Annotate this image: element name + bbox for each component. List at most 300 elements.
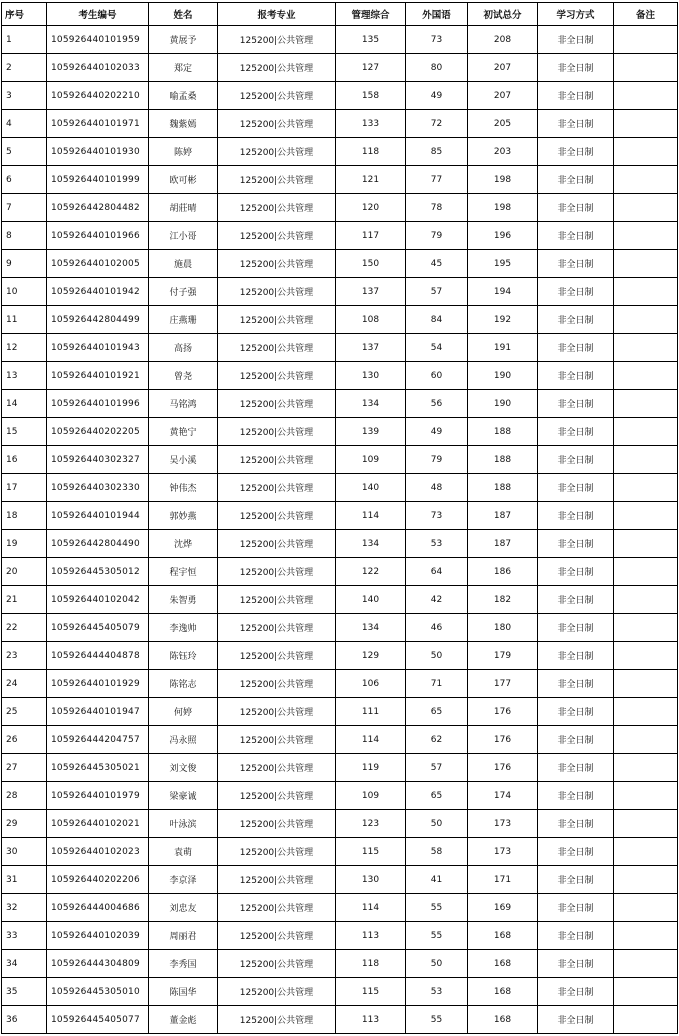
cell-name: 刘文俊 [149, 754, 218, 782]
cell-seq: 6 [2, 166, 47, 194]
cell-major: 125200|公共管理 [218, 698, 336, 726]
cell-seq: 2 [2, 54, 47, 82]
cell-mgmt-score: 158 [336, 82, 406, 110]
cell-exam-id: 105926440102039 [47, 922, 149, 950]
cell-study-mode: 非全日制 [538, 502, 614, 530]
cell-seq: 12 [2, 334, 47, 362]
cell-seq: 26 [2, 726, 47, 754]
cell-foreign-lang: 77 [406, 166, 468, 194]
cell-study-mode: 非全日制 [538, 474, 614, 502]
cell-total-score: 174 [468, 782, 538, 810]
cell-foreign-lang: 55 [406, 1006, 468, 1034]
cell-total-score: 198 [468, 194, 538, 222]
cell-name: 高扬 [149, 334, 218, 362]
header-name: 姓名 [149, 3, 218, 26]
cell-exam-id: 105926440102021 [47, 810, 149, 838]
table-row [2, 194, 678, 222]
cell-foreign-lang: 53 [406, 530, 468, 558]
cell-major: 125200|公共管理 [218, 978, 336, 1006]
cell-name: 曾尧 [149, 362, 218, 390]
cell-study-mode: 非全日制 [538, 418, 614, 446]
cell-major: 125200|公共管理 [218, 334, 336, 362]
cell-exam-id: 105926440101930 [47, 138, 149, 166]
cell-exam-id: 105926440101966 [47, 222, 149, 250]
table-row [2, 950, 678, 978]
table-row [2, 978, 678, 1006]
header-remarks: 备注 [614, 3, 678, 26]
cell-study-mode: 非全日制 [538, 810, 614, 838]
cell-exam-id: 105926440202210 [47, 82, 149, 110]
cell-study-mode: 非全日制 [538, 82, 614, 110]
cell-mgmt-score: 115 [336, 978, 406, 1006]
cell-seq: 20 [2, 558, 47, 586]
cell-exam-id: 105926444204757 [47, 726, 149, 754]
header-seq: 序号 [2, 3, 47, 26]
cell-total-score: 188 [468, 474, 538, 502]
table-row [2, 306, 678, 334]
cell-total-score: 187 [468, 530, 538, 558]
cell-seq: 29 [2, 810, 47, 838]
cell-foreign-lang: 78 [406, 194, 468, 222]
cell-exam-id: 105926440202205 [47, 418, 149, 446]
cell-foreign-lang: 84 [406, 306, 468, 334]
cell-remarks [614, 558, 678, 586]
cell-foreign-lang: 48 [406, 474, 468, 502]
cell-mgmt-score: 130 [336, 866, 406, 894]
cell-major: 125200|公共管理 [218, 950, 336, 978]
cell-seq: 16 [2, 446, 47, 474]
cell-mgmt-score: 111 [336, 698, 406, 726]
table-row [2, 1006, 678, 1034]
cell-foreign-lang: 45 [406, 250, 468, 278]
cell-study-mode: 非全日制 [538, 670, 614, 698]
cell-exam-id: 105926440101942 [47, 278, 149, 306]
cell-study-mode: 非全日制 [538, 838, 614, 866]
cell-total-score: 207 [468, 54, 538, 82]
cell-study-mode: 非全日制 [538, 614, 614, 642]
cell-foreign-lang: 55 [406, 922, 468, 950]
cell-name: 欧可彬 [149, 166, 218, 194]
cell-exam-id: 105926440101929 [47, 670, 149, 698]
cell-major: 125200|公共管理 [218, 586, 336, 614]
cell-major: 125200|公共管理 [218, 1006, 336, 1034]
cell-major: 125200|公共管理 [218, 670, 336, 698]
table-row [2, 418, 678, 446]
cell-name: 陈婷 [149, 138, 218, 166]
cell-major: 125200|公共管理 [218, 250, 336, 278]
table-row [2, 362, 678, 390]
table-row [2, 54, 678, 82]
cell-seq: 9 [2, 250, 47, 278]
cell-seq: 17 [2, 474, 47, 502]
cell-name: 李秀国 [149, 950, 218, 978]
cell-mgmt-score: 114 [336, 726, 406, 754]
cell-seq: 27 [2, 754, 47, 782]
cell-seq: 24 [2, 670, 47, 698]
header-foreign-lang: 外国语 [406, 3, 468, 26]
cell-major: 125200|公共管理 [218, 894, 336, 922]
cell-remarks [614, 698, 678, 726]
table-row [2, 670, 678, 698]
cell-foreign-lang: 72 [406, 110, 468, 138]
cell-study-mode: 非全日制 [538, 26, 614, 54]
cell-total-score: 203 [468, 138, 538, 166]
cell-study-mode: 非全日制 [538, 166, 614, 194]
cell-mgmt-score: 113 [336, 922, 406, 950]
cell-mgmt-score: 122 [336, 558, 406, 586]
cell-major: 125200|公共管理 [218, 642, 336, 670]
cell-remarks [614, 922, 678, 950]
cell-major: 125200|公共管理 [218, 194, 336, 222]
table-row [2, 810, 678, 838]
cell-remarks [614, 1006, 678, 1034]
cell-major: 125200|公共管理 [218, 54, 336, 82]
cell-exam-id: 105926440102005 [47, 250, 149, 278]
cell-study-mode: 非全日制 [538, 222, 614, 250]
cell-mgmt-score: 134 [336, 614, 406, 642]
cell-mgmt-score: 115 [336, 838, 406, 866]
cell-major: 125200|公共管理 [218, 530, 336, 558]
cell-name: 朱智勇 [149, 586, 218, 614]
cell-foreign-lang: 49 [406, 418, 468, 446]
cell-foreign-lang: 57 [406, 278, 468, 306]
cell-remarks [614, 306, 678, 334]
cell-exam-id: 105926442804482 [47, 194, 149, 222]
cell-study-mode: 非全日制 [538, 586, 614, 614]
cell-study-mode: 非全日制 [538, 558, 614, 586]
cell-mgmt-score: 108 [336, 306, 406, 334]
cell-name: 钟伟杰 [149, 474, 218, 502]
header-row [2, 3, 678, 26]
cell-mgmt-score: 109 [336, 446, 406, 474]
cell-foreign-lang: 73 [406, 26, 468, 54]
header-mgmt-score: 管理综合 [336, 3, 406, 26]
cell-seq: 33 [2, 922, 47, 950]
cell-total-score: 169 [468, 894, 538, 922]
cell-remarks [614, 726, 678, 754]
cell-mgmt-score: 114 [336, 894, 406, 922]
cell-mgmt-score: 118 [336, 138, 406, 166]
cell-major: 125200|公共管理 [218, 110, 336, 138]
cell-major: 125200|公共管理 [218, 166, 336, 194]
cell-mgmt-score: 137 [336, 334, 406, 362]
cell-remarks [614, 390, 678, 418]
cell-name: 梁豪诚 [149, 782, 218, 810]
cell-major: 125200|公共管理 [218, 82, 336, 110]
cell-remarks [614, 418, 678, 446]
cell-seq: 15 [2, 418, 47, 446]
cell-remarks [614, 278, 678, 306]
cell-mgmt-score: 139 [336, 418, 406, 446]
cell-foreign-lang: 79 [406, 222, 468, 250]
cell-exam-id: 105926445405079 [47, 614, 149, 642]
table-row [2, 166, 678, 194]
table-row [2, 222, 678, 250]
cell-remarks [614, 110, 678, 138]
cell-remarks [614, 950, 678, 978]
cell-study-mode: 非全日制 [538, 110, 614, 138]
table-row [2, 530, 678, 558]
cell-name: 李京泽 [149, 866, 218, 894]
cell-study-mode: 非全日制 [538, 306, 614, 334]
header-exam-id: 考生编号 [47, 3, 149, 26]
cell-exam-id: 105926440101959 [47, 26, 149, 54]
table-row [2, 838, 678, 866]
cell-exam-id: 105926445405077 [47, 1006, 149, 1034]
table-row [2, 698, 678, 726]
cell-major: 125200|公共管理 [218, 474, 336, 502]
cell-seq: 1 [2, 26, 47, 54]
cell-name: 付子强 [149, 278, 218, 306]
cell-remarks [614, 446, 678, 474]
cell-exam-id: 105926440101921 [47, 362, 149, 390]
cell-exam-id: 105926440101971 [47, 110, 149, 138]
cell-name: 陈国华 [149, 978, 218, 1006]
cell-mgmt-score: 118 [336, 950, 406, 978]
cell-study-mode: 非全日制 [538, 250, 614, 278]
cell-major: 125200|公共管理 [218, 418, 336, 446]
cell-mgmt-score: 114 [336, 502, 406, 530]
cell-remarks [614, 894, 678, 922]
cell-exam-id: 105926440101947 [47, 698, 149, 726]
cell-foreign-lang: 42 [406, 586, 468, 614]
cell-seq: 10 [2, 278, 47, 306]
cell-remarks [614, 670, 678, 698]
cell-foreign-lang: 50 [406, 810, 468, 838]
cell-name: 黄展予 [149, 26, 218, 54]
cell-exam-id: 105926440101944 [47, 502, 149, 530]
cell-remarks [614, 502, 678, 530]
cell-major: 125200|公共管理 [218, 26, 336, 54]
cell-foreign-lang: 60 [406, 362, 468, 390]
cell-remarks [614, 782, 678, 810]
cell-foreign-lang: 73 [406, 502, 468, 530]
cell-mgmt-score: 129 [336, 642, 406, 670]
cell-name: 袁萌 [149, 838, 218, 866]
cell-foreign-lang: 50 [406, 950, 468, 978]
cell-major: 125200|公共管理 [218, 810, 336, 838]
cell-total-score: 190 [468, 390, 538, 418]
cell-name: 何婷 [149, 698, 218, 726]
cell-study-mode: 非全日制 [538, 978, 614, 1006]
cell-name: 陈铭志 [149, 670, 218, 698]
cell-remarks [614, 54, 678, 82]
cell-seq: 28 [2, 782, 47, 810]
cell-foreign-lang: 62 [406, 726, 468, 754]
cell-foreign-lang: 79 [406, 446, 468, 474]
cell-remarks [614, 362, 678, 390]
cell-seq: 30 [2, 838, 47, 866]
cell-seq: 21 [2, 586, 47, 614]
cell-foreign-lang: 80 [406, 54, 468, 82]
cell-total-score: 205 [468, 110, 538, 138]
cell-total-score: 188 [468, 446, 538, 474]
cell-total-score: 208 [468, 26, 538, 54]
cell-seq: 18 [2, 502, 47, 530]
cell-study-mode: 非全日制 [538, 782, 614, 810]
cell-seq: 7 [2, 194, 47, 222]
cell-seq: 14 [2, 390, 47, 418]
cell-exam-id: 105926440101996 [47, 390, 149, 418]
cell-foreign-lang: 71 [406, 670, 468, 698]
cell-exam-id: 105926440202206 [47, 866, 149, 894]
cell-total-score: 179 [468, 642, 538, 670]
cell-foreign-lang: 50 [406, 642, 468, 670]
header-total-score: 初试总分 [468, 3, 538, 26]
cell-remarks [614, 138, 678, 166]
cell-mgmt-score: 133 [336, 110, 406, 138]
cell-total-score: 176 [468, 726, 538, 754]
cell-remarks [614, 222, 678, 250]
cell-total-score: 176 [468, 754, 538, 782]
cell-major: 125200|公共管理 [218, 922, 336, 950]
cell-seq: 5 [2, 138, 47, 166]
cell-name: 李逸帅 [149, 614, 218, 642]
table-row [2, 866, 678, 894]
score-table [1, 2, 678, 1034]
cell-total-score: 177 [468, 670, 538, 698]
cell-remarks [614, 838, 678, 866]
cell-name: 周丽君 [149, 922, 218, 950]
cell-remarks [614, 642, 678, 670]
cell-remarks [614, 810, 678, 838]
cell-total-score: 171 [468, 866, 538, 894]
table-row [2, 334, 678, 362]
cell-exam-id: 105926440101999 [47, 166, 149, 194]
table-row [2, 922, 678, 950]
table-row [2, 894, 678, 922]
cell-total-score: 176 [468, 698, 538, 726]
cell-seq: 19 [2, 530, 47, 558]
cell-seq: 25 [2, 698, 47, 726]
cell-study-mode: 非全日制 [538, 446, 614, 474]
cell-exam-id: 105926442804499 [47, 306, 149, 334]
cell-major: 125200|公共管理 [218, 222, 336, 250]
cell-foreign-lang: 41 [406, 866, 468, 894]
cell-mgmt-score: 127 [336, 54, 406, 82]
cell-total-score: 168 [468, 978, 538, 1006]
cell-name: 喻孟桑 [149, 82, 218, 110]
table-row [2, 82, 678, 110]
cell-foreign-lang: 65 [406, 698, 468, 726]
cell-remarks [614, 166, 678, 194]
cell-major: 125200|公共管理 [218, 278, 336, 306]
cell-exam-id: 105926440101943 [47, 334, 149, 362]
cell-study-mode: 非全日制 [538, 698, 614, 726]
cell-remarks [614, 754, 678, 782]
table-row [2, 278, 678, 306]
cell-total-score: 173 [468, 838, 538, 866]
cell-total-score: 192 [468, 306, 538, 334]
cell-exam-id: 105926440102023 [47, 838, 149, 866]
cell-exam-id: 105926444004686 [47, 894, 149, 922]
cell-study-mode: 非全日制 [538, 950, 614, 978]
cell-name: 陈钰玲 [149, 642, 218, 670]
cell-remarks [614, 250, 678, 278]
table-row [2, 642, 678, 670]
cell-remarks [614, 334, 678, 362]
cell-study-mode: 非全日制 [538, 194, 614, 222]
cell-seq: 3 [2, 82, 47, 110]
cell-mgmt-score: 117 [336, 222, 406, 250]
cell-exam-id: 105926444404878 [47, 642, 149, 670]
cell-study-mode: 非全日制 [538, 138, 614, 166]
cell-foreign-lang: 46 [406, 614, 468, 642]
cell-major: 125200|公共管理 [218, 306, 336, 334]
cell-seq: 31 [2, 866, 47, 894]
cell-foreign-lang: 54 [406, 334, 468, 362]
cell-mgmt-score: 150 [336, 250, 406, 278]
cell-major: 125200|公共管理 [218, 138, 336, 166]
cell-name: 庄燕珊 [149, 306, 218, 334]
cell-remarks [614, 530, 678, 558]
cell-study-mode: 非全日制 [538, 278, 614, 306]
cell-major: 125200|公共管理 [218, 726, 336, 754]
cell-total-score: 191 [468, 334, 538, 362]
cell-study-mode: 非全日制 [538, 726, 614, 754]
cell-name: 董金彪 [149, 1006, 218, 1034]
cell-major: 125200|公共管理 [218, 558, 336, 586]
cell-seq: 32 [2, 894, 47, 922]
cell-name: 马铭鸿 [149, 390, 218, 418]
cell-name: 叶泳滨 [149, 810, 218, 838]
cell-study-mode: 非全日制 [538, 390, 614, 418]
cell-remarks [614, 978, 678, 1006]
cell-exam-id: 105926444304809 [47, 950, 149, 978]
cell-study-mode: 非全日制 [538, 362, 614, 390]
table-row [2, 138, 678, 166]
cell-remarks [614, 614, 678, 642]
table-row [2, 726, 678, 754]
cell-mgmt-score: 134 [336, 390, 406, 418]
cell-mgmt-score: 123 [336, 810, 406, 838]
cell-name: 刘忠友 [149, 894, 218, 922]
cell-foreign-lang: 53 [406, 978, 468, 1006]
cell-mgmt-score: 140 [336, 474, 406, 502]
cell-total-score: 195 [468, 250, 538, 278]
table-row [2, 614, 678, 642]
cell-name: 施晨 [149, 250, 218, 278]
cell-total-score: 194 [468, 278, 538, 306]
cell-mgmt-score: 134 [336, 530, 406, 558]
cell-foreign-lang: 65 [406, 782, 468, 810]
cell-name: 郭妙燕 [149, 502, 218, 530]
cell-major: 125200|公共管理 [218, 614, 336, 642]
cell-exam-id: 105926442804490 [47, 530, 149, 558]
cell-seq: 35 [2, 978, 47, 1006]
cell-study-mode: 非全日制 [538, 642, 614, 670]
table-row [2, 502, 678, 530]
table-row [2, 754, 678, 782]
cell-seq: 4 [2, 110, 47, 138]
cell-foreign-lang: 85 [406, 138, 468, 166]
cell-total-score: 188 [468, 418, 538, 446]
cell-total-score: 196 [468, 222, 538, 250]
cell-seq: 36 [2, 1006, 47, 1034]
cell-mgmt-score: 135 [336, 26, 406, 54]
cell-major: 125200|公共管理 [218, 362, 336, 390]
table-row [2, 586, 678, 614]
cell-exam-id: 105926445305012 [47, 558, 149, 586]
cell-study-mode: 非全日制 [538, 754, 614, 782]
cell-major: 125200|公共管理 [218, 502, 336, 530]
cell-total-score: 180 [468, 614, 538, 642]
cell-study-mode: 非全日制 [538, 922, 614, 950]
cell-total-score: 182 [468, 586, 538, 614]
cell-major: 125200|公共管理 [218, 838, 336, 866]
cell-total-score: 190 [468, 362, 538, 390]
cell-major: 125200|公共管理 [218, 866, 336, 894]
